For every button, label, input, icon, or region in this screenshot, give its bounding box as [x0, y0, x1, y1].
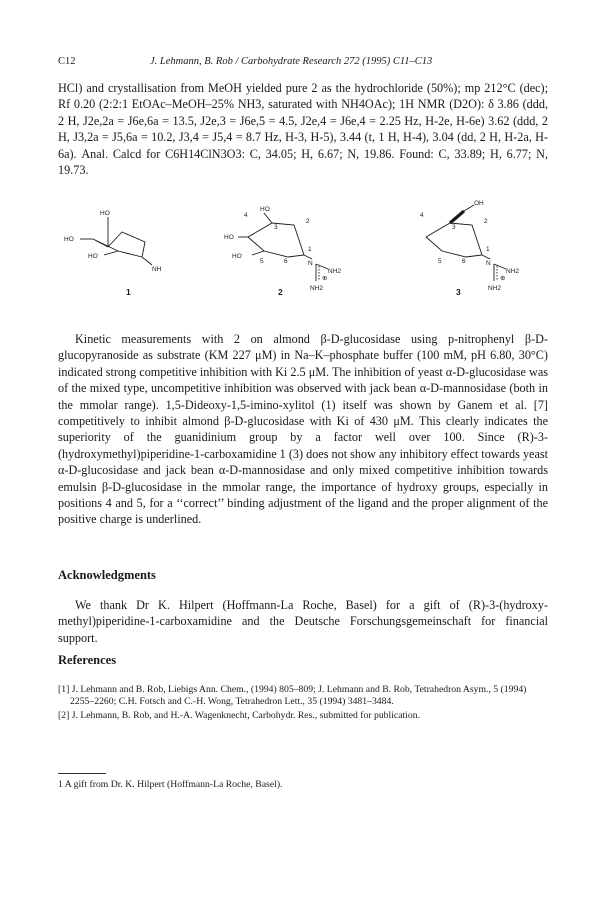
paragraph-nmr-data: HCl) and crystallisation from MeOH yielded pure 2 as the hydrochloride (50%); mp 212°C (dec); Rf 0.20 (2:2:1 EtOAc–MeOH–25% NH3, saturated with NH4OAc); 1H NMR (D2O): δ 3.86 (ddd, 2 H, J2e,2a = J6e,6a = 13.5, J2e,3 = J6e,5 = 4.5, J2e,4 = J6e,4 = 2.25 Hz, H-2e, H-6e) 3.62 (ddd, 2 H, J3,2a = J5,6a = 10.2, J3,4 = J5,4 = 8.7 Hz, H-3, H-5), 3.44 (t, 1 H, H-4), 3.04 (dd, 2 H, H-2a, H-6a). Anal. Calcd for C6H14ClN3O3: C, 34.05; H, 6.67; N, 19.86. Found: C, 33.89; H, 6.77; N, 19.73. — [58, 81, 548, 178]
s1-ho-bottom: HO — [88, 253, 98, 260]
s1-nh: NH — [152, 266, 162, 273]
s3-pos1: 1 — [486, 246, 490, 253]
s2-nh2-right: NH2 — [328, 268, 342, 275]
compound-number-2: 2 — [278, 287, 283, 297]
s2-charge: ⊕ — [322, 275, 328, 282]
s3-n: N — [486, 260, 491, 267]
references-heading: References — [58, 653, 117, 667]
s1-ho-left: HO — [64, 236, 74, 243]
s3-oh: OH — [474, 200, 484, 207]
paragraph-kinetics: Kinetic measurements with 2 on almond β-D-glucosidase using p-nitrophenyl β-D-glucopyranoside as substrate (KM 227 μM) in Na–K–phosphate buffer (100 mM, pH 6.80, 30°C) indicated strong competitive inhibition with Ki 2.5 μM. The inhibition of yeast α-D-glucosidase was of the mixed type, uncompetitive inhibition was observed with jack bean α-D-mannosidase (both in the mmolar range). 1,5-Dideoxy-1,5-imino-xylitol (1) itself was shown by Ganem et al. [7] competitively to inhibit almond β-D-glucosidase with Ki of 430 μM. This clearly indicates the superiority of the guanidinium group by a factor well over 100. Since (R)-3-(hydroxymethyl)piperidine-1-carboxamidine 1 (3) does not show any inhibitory effect towards yeast α-D-glucosidase and jack bean α-D-mannosidase and only mixed competitive inhibition towards emulsin β-D-glucosidase in the mmolar range, the importance of hydroxy groups, especially in positions 4 and 5, for a ‘‘correct’’ binding adjustment of the ligand and the proper alignment of the positive charge is underlined. — [58, 332, 548, 527]
s2-ho-left: HO — [224, 234, 234, 241]
acknowledgments-text: We thank Dr K. Hilpert (Hoffmann-La Roche, Basel) for a gift of (R)-3-(hydroxy-methyl)piperidine-1-carboxamidine and the Deutsche Forschungsgemeinschaft for financial support. — [58, 598, 548, 645]
s2-pos6: 6 — [284, 258, 288, 265]
running-head — [58, 56, 547, 70]
s3-charge: ⊕ — [500, 275, 506, 282]
s2-n: N — [308, 260, 313, 267]
footnote-rule — [58, 773, 106, 774]
page-number: C12 — [58, 56, 76, 67]
footnote: 1 A gift from Dr. K. Hilpert (Hoffmann-La Roche, Basel). — [58, 779, 283, 790]
s3-pos5: 5 — [438, 258, 442, 265]
s2-pos4: 4 — [244, 212, 248, 219]
s3-pos6: 6 — [462, 258, 466, 265]
s2-pos2: 2 — [306, 218, 310, 225]
s2-pos1: 1 — [308, 246, 312, 253]
chemical-structures-figure — [0, 195, 605, 305]
compound-number-3: 3 — [456, 287, 461, 297]
s3-pos3: 3 — [452, 224, 456, 231]
s2-nh2-bottom: NH2 — [310, 285, 324, 292]
s3-nh2-bottom: NH2 — [488, 285, 502, 292]
reference-item: [1] J. Lehmann and B. Rob, Liebigs Ann. Chem., (1994) 805–809; J. Lehmann and B. Rob, Tetrahedron Asym., 5 (1994) 2255–2260; C.H. Fotsch and C.-H. Wong, Tetrahedron Lett., 35 (1994) 3481–3484. — [58, 684, 527, 708]
s2-ho-bottom: HO — [232, 253, 242, 260]
acknowledgments-heading: Acknowledgments — [58, 568, 156, 582]
reference-list — [58, 684, 548, 723]
s3-nh2-right: NH2 — [506, 268, 520, 275]
structure-3 — [402, 195, 542, 305]
journal-citation: J. Lehmann, B. Rob / Carbohydrate Research 272 (1995) C11–C13 — [150, 56, 433, 67]
reference-item: [2] J. Lehmann, B. Rob, and H.-A. Wagenknecht, Carbohydr. Res., submitted for publication. — [58, 709, 420, 721]
structure-1 — [60, 195, 190, 305]
s3-pos4: 4 — [420, 212, 424, 219]
compound-number-1: 1 — [126, 287, 131, 297]
s1-ho-top: HO — [100, 210, 110, 217]
s2-pos3: 3 — [274, 224, 278, 231]
s3-pos2: 2 — [484, 218, 488, 225]
s2-ho-top: HO — [260, 206, 270, 213]
s2-pos5: 5 — [260, 258, 264, 265]
structure-2 — [224, 195, 364, 305]
